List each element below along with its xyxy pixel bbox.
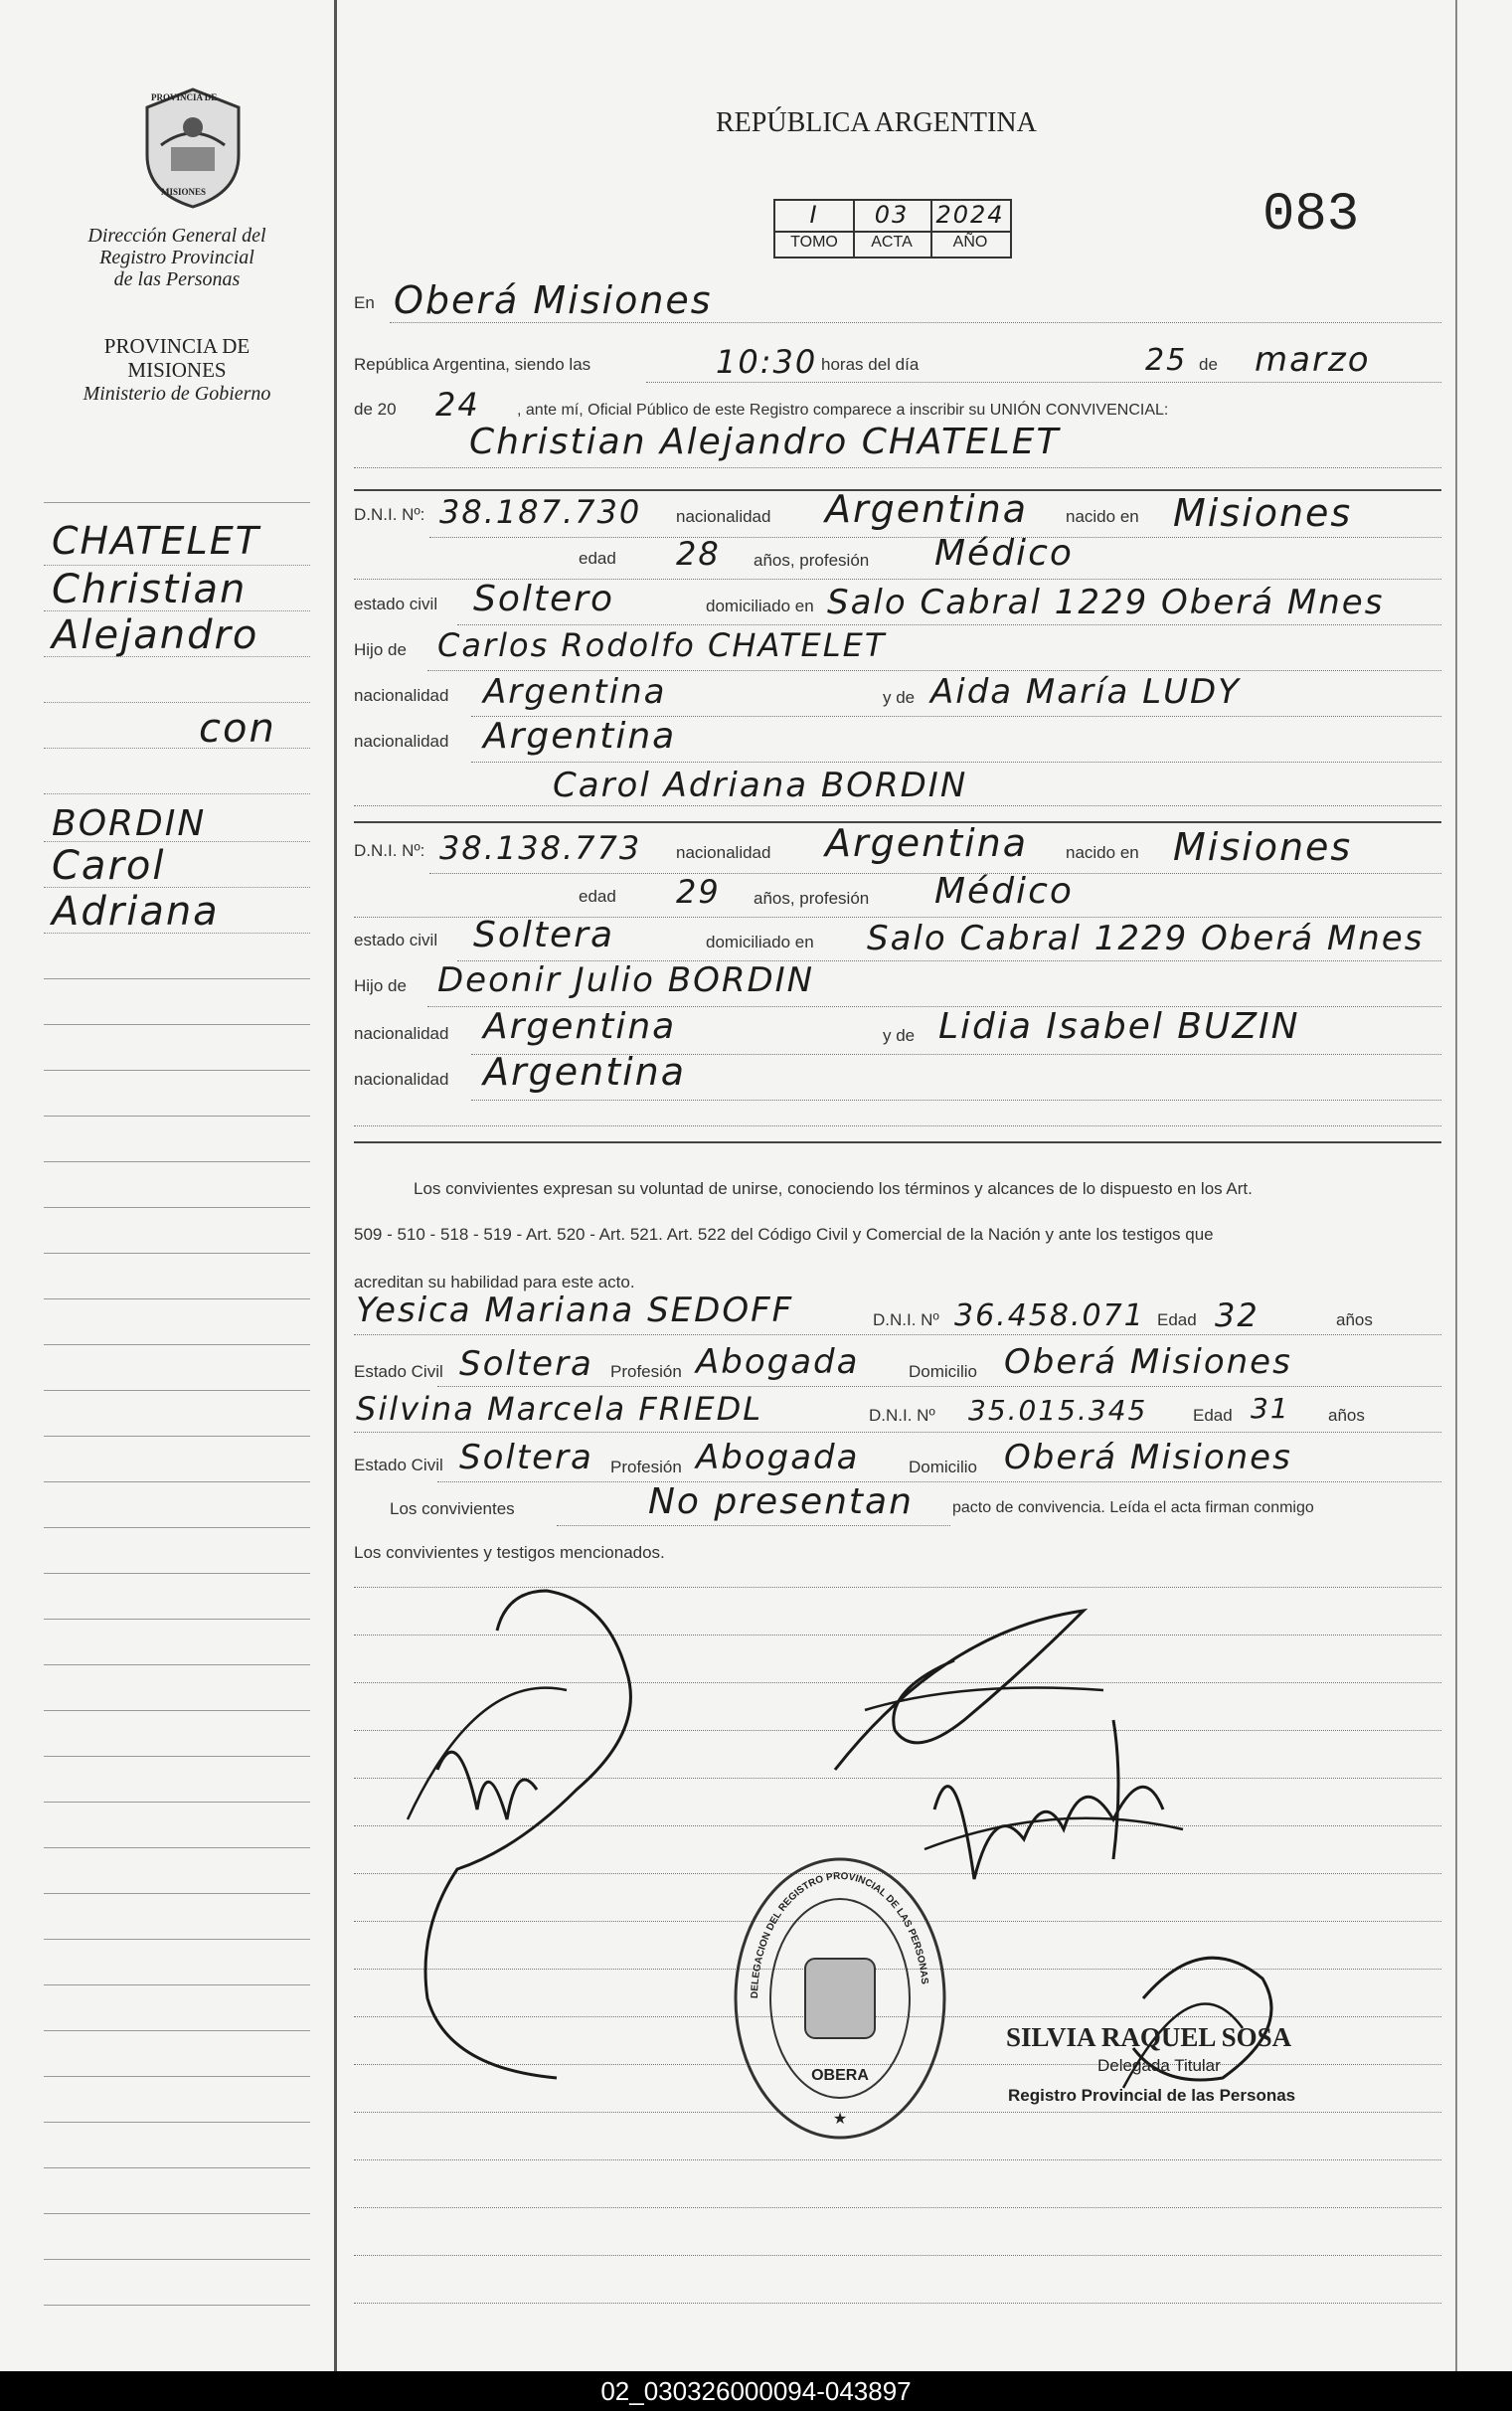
signature-convivient-1: [398, 1571, 716, 2088]
p1-born-in: Misiones: [1173, 491, 1353, 535]
p1-label-edad: edad: [579, 549, 616, 568]
w2-profession: Abogada: [696, 1438, 860, 1477]
w1-label-dni: D.N.I. Nº: [873, 1310, 939, 1329]
country-title: REPÚBLICA ARGENTINA: [716, 107, 1037, 138]
p1-label-dni: D.N.I. Nº:: [354, 505, 425, 524]
w1-label-profesion: Profesión: [610, 1362, 682, 1381]
footer-code: 02_030326000094-043897: [0, 2371, 1512, 2411]
p1-label-nac-madre: nacionalidad: [354, 732, 449, 751]
authority-line-1: Dirección General del: [87, 225, 266, 247]
p1-civil-status: Soltero: [473, 579, 614, 619]
page-fold-line: [334, 0, 337, 2371]
p2-label-nac-madre: nacionalidad: [354, 1070, 449, 1089]
w1-dni: 36.458.071: [954, 1298, 1145, 1333]
margin-note-5: BORDIN: [52, 803, 207, 844]
person1-full-name: Christian Alejandro CHATELET: [469, 422, 1061, 462]
w2-dni: 35.015.345: [968, 1394, 1148, 1427]
crest-top-text: PROVINCIA DE: [151, 92, 218, 102]
official-name: SILVIA RAQUEL SOSA: [1006, 2022, 1292, 2052]
anio-value: 2024: [935, 201, 1005, 229]
month-value: marzo: [1255, 340, 1371, 380]
p2-civil-status: Soltera: [473, 915, 615, 955]
p1-label-nac-padre: nacionalidad: [354, 686, 449, 705]
p1-label-nacionalidad: nacionalidad: [676, 507, 771, 526]
label-pacto: pacto de convivencia. Leída el acta firman conmigo: [952, 1499, 1314, 1516]
p2-label-dni: D.N.I. Nº:: [354, 841, 425, 860]
p2-label-nacionalidad: nacionalidad: [676, 843, 771, 862]
place-value: Oberá Misiones: [394, 278, 713, 322]
official-office: Registro Provincial de las Personas: [1008, 2086, 1296, 2105]
p1-label-y-de: y de: [883, 688, 916, 707]
p2-dni: 38.138.773: [439, 829, 642, 867]
w1-label-estado: Estado Civil: [354, 1362, 443, 1381]
p2-label-nac-padre: nacionalidad: [354, 1024, 449, 1043]
p2-label-y-de: y de: [883, 1026, 916, 1045]
p2-mother: Lidia Isabel BUZIN: [938, 1006, 1300, 1047]
p2-profession: Médico: [934, 871, 1074, 912]
p1-label-profesion: años, profesión: [754, 551, 870, 570]
w2-name: Silvina Marcela FRIEDL: [356, 1390, 763, 1428]
time-value: 10:30: [716, 343, 818, 381]
w2-label-dni: D.N.I. Nº: [869, 1406, 935, 1425]
tomo-acta-box: [773, 199, 1012, 258]
margin-note-7: Adriana: [52, 889, 220, 935]
p1-mother-nationality: Argentina: [483, 716, 677, 757]
label-horas: horas del día: [821, 355, 920, 374]
w1-civil-status: Soltera: [459, 1344, 593, 1384]
record-number: 083: [1262, 185, 1360, 246]
acta-label: ACTA: [871, 234, 913, 251]
authority-line-2: Registro Provincial: [99, 247, 254, 268]
tomo-value: I: [809, 201, 819, 229]
p1-nationality: Argentina: [825, 487, 1029, 531]
p2-label-estado: estado civil: [354, 931, 438, 949]
p1-mother: Aida María LUDY: [930, 672, 1241, 712]
p1-label-estado: estado civil: [354, 595, 438, 613]
p2-nationality: Argentina: [825, 821, 1029, 865]
margin-note-3: Alejandro: [52, 612, 259, 658]
p1-profession: Médico: [934, 533, 1074, 574]
w1-label-edad: Edad: [1157, 1310, 1197, 1329]
stamp-city: OBERA: [811, 2067, 869, 2084]
p2-born-in: Misiones: [1173, 825, 1353, 869]
p1-address: Salo Cabral 1229 Oberá Mnes: [827, 583, 1385, 622]
registry-seal-icon: [726, 1849, 954, 2148]
signature-witnesses: [915, 1680, 1203, 1909]
p1-label-hijo: Hijo de: [354, 640, 407, 659]
declaration-line-3: acreditan su habilidad para este acto.: [354, 1273, 635, 1292]
closing-final-line: Los convivientes y testigos mencionados.: [354, 1543, 665, 1562]
ministry-line: Ministerio de Gobierno: [83, 383, 271, 405]
w1-address: Oberá Misiones: [1004, 1342, 1292, 1382]
declaration-line-2: 509 - 510 - 518 - 519 - Art. 520 - Art. 521. Art. 522 del Código Civil y Comercial de la Nación y ante los testigos que: [354, 1225, 1214, 1244]
pact-answer: No presentan: [648, 1481, 914, 1522]
w2-label-edad: Edad: [1193, 1406, 1233, 1425]
stamp-ring-text: DELEGACION DEL REGISTRO PROVINCIAL DE LAS PERSONAS: [749, 1870, 930, 1999]
province-line-1: PROVINCIA DE: [103, 334, 251, 358]
w2-label-anos: años: [1328, 1406, 1365, 1425]
p2-label-domicilio: domiciliado en: [706, 933, 814, 951]
p2-age: 29: [676, 873, 721, 911]
p1-label-nacido: nacido en: [1066, 507, 1139, 526]
w1-label-domicilio: Domicilio: [909, 1362, 977, 1381]
label-los-convivientes: Los convivientes: [390, 1499, 515, 1518]
w2-age: 31: [1251, 1392, 1290, 1425]
w2-address: Oberá Misiones: [1004, 1438, 1292, 1477]
w2-label-estado: Estado Civil: [354, 1456, 443, 1474]
w2-label-domicilio: Domicilio: [909, 1458, 977, 1476]
p2-label-edad: edad: [579, 887, 616, 906]
authority-line-3: de las Personas: [113, 268, 241, 290]
w1-profession: Abogada: [696, 1342, 860, 1382]
crest-bottom-text: MISIONES: [161, 187, 207, 197]
p2-address: Salo Cabral 1229 Oberá Mnes: [867, 919, 1425, 958]
official-title: Delegada Titular: [1097, 2056, 1221, 2075]
label-republica: República Argentina, siendo las: [354, 355, 591, 374]
label-de: de: [1199, 355, 1218, 374]
p1-father-nationality: Argentina: [483, 672, 667, 712]
p2-father: Deonir Julio BORDIN: [437, 960, 815, 1000]
p1-dni: 38.187.730: [439, 493, 642, 531]
tomo-label: TOMO: [790, 234, 838, 251]
page-right-edge: [1455, 0, 1457, 2371]
declaration-line-1: Los convivientes expresan su voluntad de unirse, conociendo los términos y alcances de lo dispuesto en los Art.: [414, 1179, 1253, 1198]
margin-note-1: CHATELET: [52, 519, 260, 563]
acta-value: 03: [874, 201, 910, 229]
w2-civil-status: Soltera: [459, 1438, 593, 1477]
p1-label-domicilio: domiciliado en: [706, 597, 814, 615]
p1-age: 28: [676, 535, 721, 573]
p2-label-nacido: nacido en: [1066, 843, 1139, 862]
margin-note-6: Carol: [52, 843, 166, 889]
p1-father: Carlos Rodolfo CHATELET: [437, 626, 887, 664]
p2-label-profesion: años, profesión: [754, 889, 870, 908]
p2-father-nationality: Argentina: [483, 1006, 677, 1047]
label-de-20: de 20: [354, 400, 397, 419]
svg-text:★: ★: [832, 2109, 848, 2128]
day-value: 25: [1145, 343, 1188, 378]
margin-note-4: con: [199, 706, 276, 752]
year-value: 24: [435, 386, 480, 424]
province-line-2: MISIONES: [127, 358, 227, 382]
anio-label: AÑO: [952, 234, 988, 251]
label-ante: , ante mí, Oficial Público de este Registro comparece a inscribir su UNIÓN CONVIVENCIAL:: [517, 402, 1169, 419]
p2-mother-nationality: Argentina: [483, 1050, 687, 1094]
margin-note-2: Christian: [52, 567, 248, 612]
w1-name: Yesica Mariana SEDOFF: [356, 1291, 794, 1330]
w2-label-profesion: Profesión: [610, 1458, 682, 1476]
p2-label-hijo: Hijo de: [354, 976, 407, 995]
label-en: En: [354, 293, 375, 312]
person2-full-name: Carol Adriana BORDIN: [553, 766, 968, 805]
w1-label-anos: años: [1336, 1310, 1373, 1329]
w1-age: 32: [1215, 1296, 1260, 1334]
